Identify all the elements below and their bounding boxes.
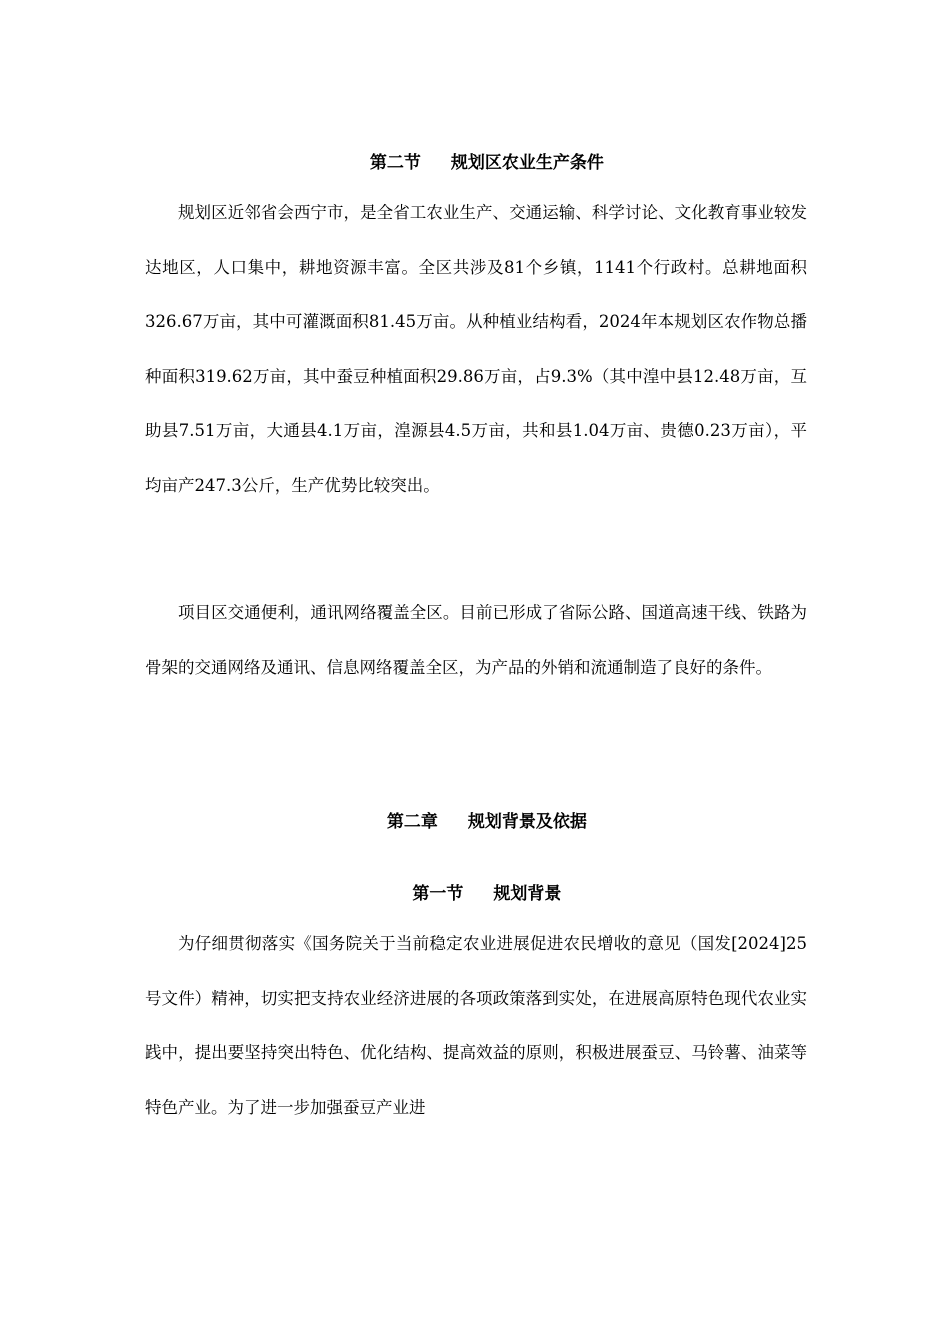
chapter-number: 第二章 bbox=[386, 812, 438, 832]
section-title: 规划背景 bbox=[493, 884, 562, 904]
body-paragraph: 项目区交通便利，通讯网络覆盖全区。目前已形成了省际公路、国道高速干线、铁路为骨架的交通网络及通讯、信息网络覆盖全区，为产品的外销和流通制造了良好的条件。 bbox=[145, 603, 807, 677]
body-paragraph: 为仔细贯彻落实《国务院关于当前稳定农业进展促进农民增收的意见（国发[2024]25号文件）精神，切实把支持农业经济进展的各项政策落到实处，在进展高原特色现代农业实践中，提出要坚持突出特色、优化结构、提高效益的原则，积极进展蚕豆、马铃薯、油菜等特色产业。为了进一步加强蚕豆产业进 bbox=[145, 934, 807, 1117]
chapter-heading bbox=[145, 786, 805, 858]
section-title: 规划区农业生产条件 bbox=[450, 153, 604, 173]
body-paragraph: 规划区近邻省会西宁市，是全省工农业生产、交通运输、科学讨论、文化教育事业较发达地区，人口集中，耕地资源丰富。全区共涉及81个乡镇，1141个行政村。总耕地面积326.67万亩，其中可灌溉面积81.45万亩。从种植业结构看，2024年本规划区农作物总播种面积319.62万亩，其中蚕豆种植面积29.86万亩，占9.3%（其中湟中县12.48万亩，互助县7.51万亩，大通县4.1万亩，湟源县4.5万亩，共和县1.04万亩、贵德0.23万亩），平均亩产247.3公斤，生产优势比较突出。 bbox=[145, 203, 807, 495]
chapter-title: 规划背景及依据 bbox=[467, 812, 587, 832]
section-number: 第一节 bbox=[412, 884, 464, 904]
section-number: 第二节 bbox=[369, 153, 421, 173]
